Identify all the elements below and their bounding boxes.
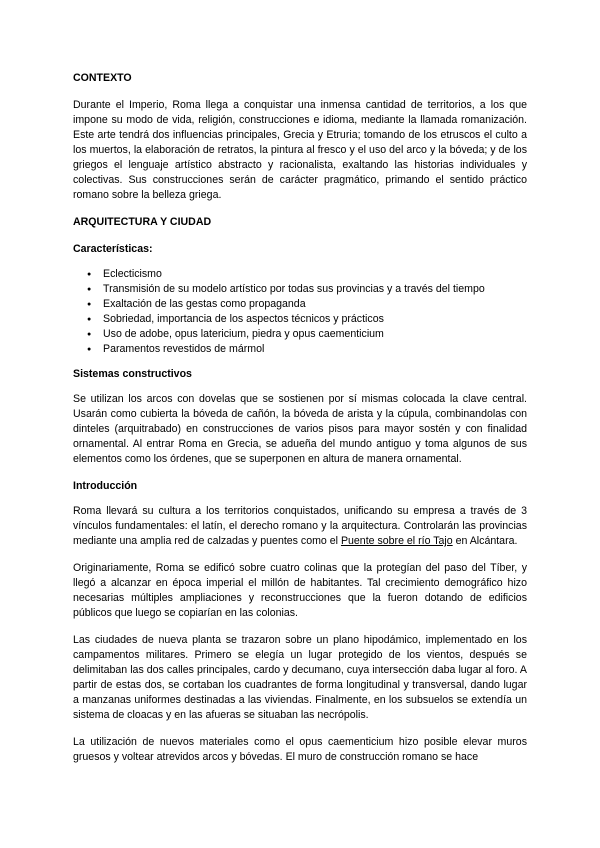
- paragraph-introduccion-2: Originariamente, Roma se edificó sobre cuatro colinas que la protegían del paso del Tíber, y llegó a alcanzar en época imperial el millón de habitantes. Tal crecimiento demográfico hizo necesarias múltiples ampliaciones y reconstrucciones que la fueron dotando de edificios públicos que luego se copiarían en las colonias.: [73, 562, 527, 619]
- heading-introduccion: Introducción: [73, 480, 138, 492]
- paragraph-introduccion-1: [73, 504, 527, 549]
- heading-sistemas: Sistemas constructivos: [73, 368, 192, 380]
- list-item: ● Eclecticismo: [103, 267, 527, 282]
- paragraph-contexto: Durante el Imperio, Roma llega a conquistar una inmensa cantidad de territorios, a los que impone su modo de vida, religión, construcciones e idioma, mediante la llamada romanización. Este arte tendrá dos influencias principales, Grecia y Etruria; tomando de los etruscos el culto a los muertos, la elaboración de retratos, la pintura al fresco y el uso del arco y la bóveda; y de los griegos el lenguaje artístico abstracto y racionalista, exaltando las historias individuales y colectivas. Sus construcciones serán de carácter pragmático, primando el sentido práctico romano sobre la belleza griega.: [73, 99, 527, 201]
- list-item: ● Transmisión de su modelo artístico por todas sus provincias y a través del tiempo: [103, 282, 527, 297]
- paragraph-sistemas: Se utilizan los arcos con dovelas que se sostienen por sí mismas colocada la clave central. Usarán como cubierta la bóveda de cañón, la bóveda de arista y la cúpula, combinandolas con dinteles (arquitrabado) en construcciones de varios pisos para mayor sostén y con finalidad ornamental. Al entrar Roma en Grecia, se adueña del mundo antiguo y toma algunos de sus elementos como los órdenes, que se superponen en altura de manera ornamental.: [73, 393, 527, 465]
- list-item: ● Sobriedad, importancia de los aspectos técnicos y prácticos: [103, 312, 527, 327]
- paragraph-text: en Alcántara.: [452, 535, 518, 547]
- puente-tajo-link[interactable]: Puente sobre el río Tajo: [340, 535, 453, 547]
- list-item: ● Paramentos revestidos de mármol: [103, 342, 527, 357]
- heading-caracteristicas: Características:: [73, 243, 153, 255]
- heading-arquitectura: ARQUITECTURA Y CIUDAD: [73, 216, 212, 228]
- paragraph-introduccion-3: Las ciudades de nueva planta se trazaron sobre un plano hipodámico, implementado en los campamentos militares. Primero se elegía un lugar protegido de los vientos, después se delimitaban las dos calles principales, cardo y decumano, cuya intersección daba lugar al foro. A partir de estas dos, se cortaban los cuadrantes de forma longitudinal y transversal, dando lugar a manzanas uniformes destinadas a las viviendas. Finalmente, en los subsuelos se extendía un sistema de cloacas y en las afueras se situaban las necrópolis.: [73, 634, 527, 721]
- caracteristicas-list: [73, 267, 527, 357]
- list-item: ● Uso de adobe, opus latericium, piedra y opus caementicium: [103, 327, 527, 342]
- heading-contexto: CONTEXTO: [73, 72, 132, 84]
- paragraph-text: Roma llevará su cultura a los territorios conquistados, unificando su empresa a través de 3 vínculos fundamentales: el latín, el derecho romano y la arquitectura. Controlarán las provincias mediante una amplia red de calzadas y puentes como el: [73, 505, 527, 547]
- list-item: ● Exaltación de las gestas como propaganda: [103, 297, 527, 312]
- paragraph-introduccion-4: La utilización de nuevos materiales como el opus caementicium hizo posible elevar muros gruesos y voltear atrevidos arcos y bóvedas. El muro de construcción romano se hace: [73, 736, 527, 763]
